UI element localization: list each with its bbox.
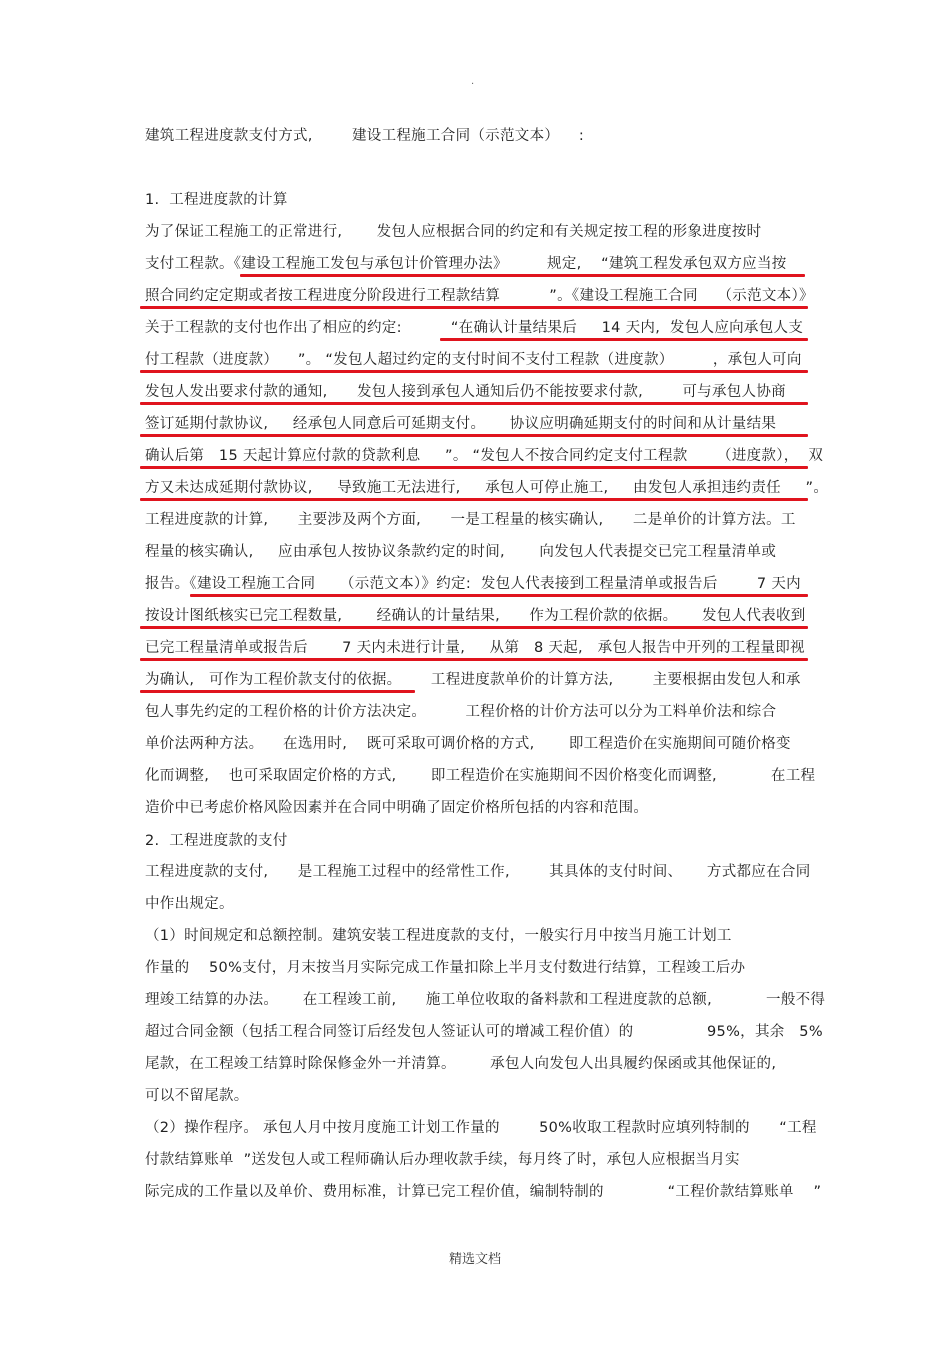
text-line: 发包人发出要求付款的通知, 发包人接到承包人通知后仍不能按要求付款, 可与承包人协商 xyxy=(145,384,786,400)
page-title: 建筑工程进度款支付方式, 建设工程施工合同（示范文本） : xyxy=(145,128,585,144)
text-line: 中作出规定。 xyxy=(145,896,234,912)
text-line: 理竣工结算的办法。 在工程竣工前, 施工单位收取的备料款和工程进度款的总额, 一般不得 xyxy=(145,992,826,1008)
text-line: 超过合同金额（包括工程合同签订后经发包人签证认可的增减工程价值）的 95%，其余 5% xyxy=(145,1024,823,1040)
text-line: 报告。《建设工程施工合同 （示范文本）》约定: 发包人代表接到工程量清单或报告后 7 天内 xyxy=(145,576,801,592)
page-footer: 精选文档 xyxy=(448,1252,501,1267)
text-line: 化而调整, 也可采取固定价格的方式, 即工程造价在实施期间不因价格变化而调整, 在工程 xyxy=(145,768,816,784)
red-underline xyxy=(140,402,808,405)
text-line: （1）时间规定和总额控制。建筑安装工程进度款的支付，一般实行月中按当月施工计划工 xyxy=(145,928,732,944)
text-line: 尾款，在工程竣工结算时除保修金外一并清算。 承包人向发包人出具履约保函或其他保证的, xyxy=(145,1056,777,1072)
text-line: 作量的 50%支付，月末按当月实际完成工作量扣除上半月支付数进行结算，工程竣工后办 xyxy=(145,960,746,976)
text-line: 造价中已考虑价格风险因素并在合同中明确了固定价格所包括的内容和范围。 xyxy=(145,800,649,816)
text-line: 已完工程量清单或报告后 7 天内未进行计量, 从第 8 天起, 承包人报告中开列的工程量即视 xyxy=(145,640,805,656)
text-line: 支付工程款。《建设工程施工发包与承包计价管理办法》 规定, “建筑工程发承包双方应当按 xyxy=(145,256,787,272)
section-heading-2: 2. 工程进度款的支付 xyxy=(145,833,288,849)
text-line: 单价法两种方法。 在选用时, 既可采取可调价格的方式, 即工程造价在实施期间可随价格变 xyxy=(145,736,791,752)
text-line: 程量的核实确认, 应由承包人按协议条款约定的时间, 向发包人代表提交已完工程量清单或 xyxy=(145,544,777,560)
red-underline xyxy=(240,274,805,277)
text-line: 为了保证工程施工的正常进行, 发包人应根据合同的约定和有关规定按工程的形象进度按时 xyxy=(145,224,762,240)
text-line: 包人事先约定的工程价格的计价方法决定。 工程价格的计价方法可以分为工料单价法和综合 xyxy=(145,704,777,720)
text-line: （2）操作程序。 承包人月中按月度施工计划工作量的 50%收取工程款时应填列特制的 “工程 xyxy=(145,1120,817,1136)
red-underline xyxy=(140,306,808,309)
red-underline xyxy=(140,658,808,661)
text-line: 工程进度款的计算, 主要涉及两个方面, 一是工程量的核实确认, 二是单价的计算方法。工 xyxy=(145,512,796,528)
red-underline xyxy=(140,690,415,693)
text-line: 方又未达成延期付款协议, 导致施工无法进行, 承包人可停止施工, 由发包人承担违约责任 ”。 xyxy=(145,480,829,496)
red-underline xyxy=(140,434,808,437)
text-line: 可以不留尾款。 xyxy=(145,1088,249,1104)
text-line: 照合同约定定期或者按工程进度分阶段进行工程款结算 ”。《建设工程施工合同 （示范文本）》 xyxy=(145,288,814,304)
text-line: 付工程款（进度款） ”。 “发包人超过约定的支付时间不支付工程款（进度款） ，承包人可向 xyxy=(145,352,802,368)
red-underline xyxy=(140,626,808,629)
text-line: 签订延期付款协议, 经承包人同意后可延期支付。 协议应明确延期支付的时间和从计量结果 xyxy=(145,416,777,432)
red-underline xyxy=(190,594,808,597)
text-line: 按设计图纸核实已完工程数量, 经确认的计量结果, 作为工程价款的依据。 发包人代表收到 xyxy=(145,608,806,624)
red-underline xyxy=(140,498,808,501)
text-line: 关于工程款的支付也作出了相应的约定: “在确认计量结果后 14 天内, 发包人应向承包人支 xyxy=(145,320,804,336)
red-underline xyxy=(140,466,808,469)
text-line: 为确认, 可作为工程价款支付的依据。 工程进度款单价的计算方法, 主要根据由发包人和承 xyxy=(145,672,801,688)
red-underline xyxy=(440,338,808,341)
red-underline xyxy=(140,370,808,373)
text-line: 际完成的工作量以及单价、费用标准，计算已完工程价值，编制特制的 “工程价款结算账单 ” xyxy=(145,1184,822,1200)
section-heading-1: 1. 工程进度款的计算 xyxy=(145,192,288,208)
text-line: 工程进度款的支付, 是工程施工过程中的经常性工作, 其具体的支付时间、 方式都应在合同 xyxy=(145,864,811,880)
text-line: 付款结算账单 ”送发包人或工程师确认后办理收款手续，每月终了时，承包人应根据当月实 xyxy=(145,1152,740,1168)
text-line: 确认后第 15 天起计算应付款的贷款利息 ”。 “发包人不按合同约定支付工程款 （进度款）， 双 xyxy=(145,448,824,464)
header-dot: . xyxy=(471,76,475,87)
